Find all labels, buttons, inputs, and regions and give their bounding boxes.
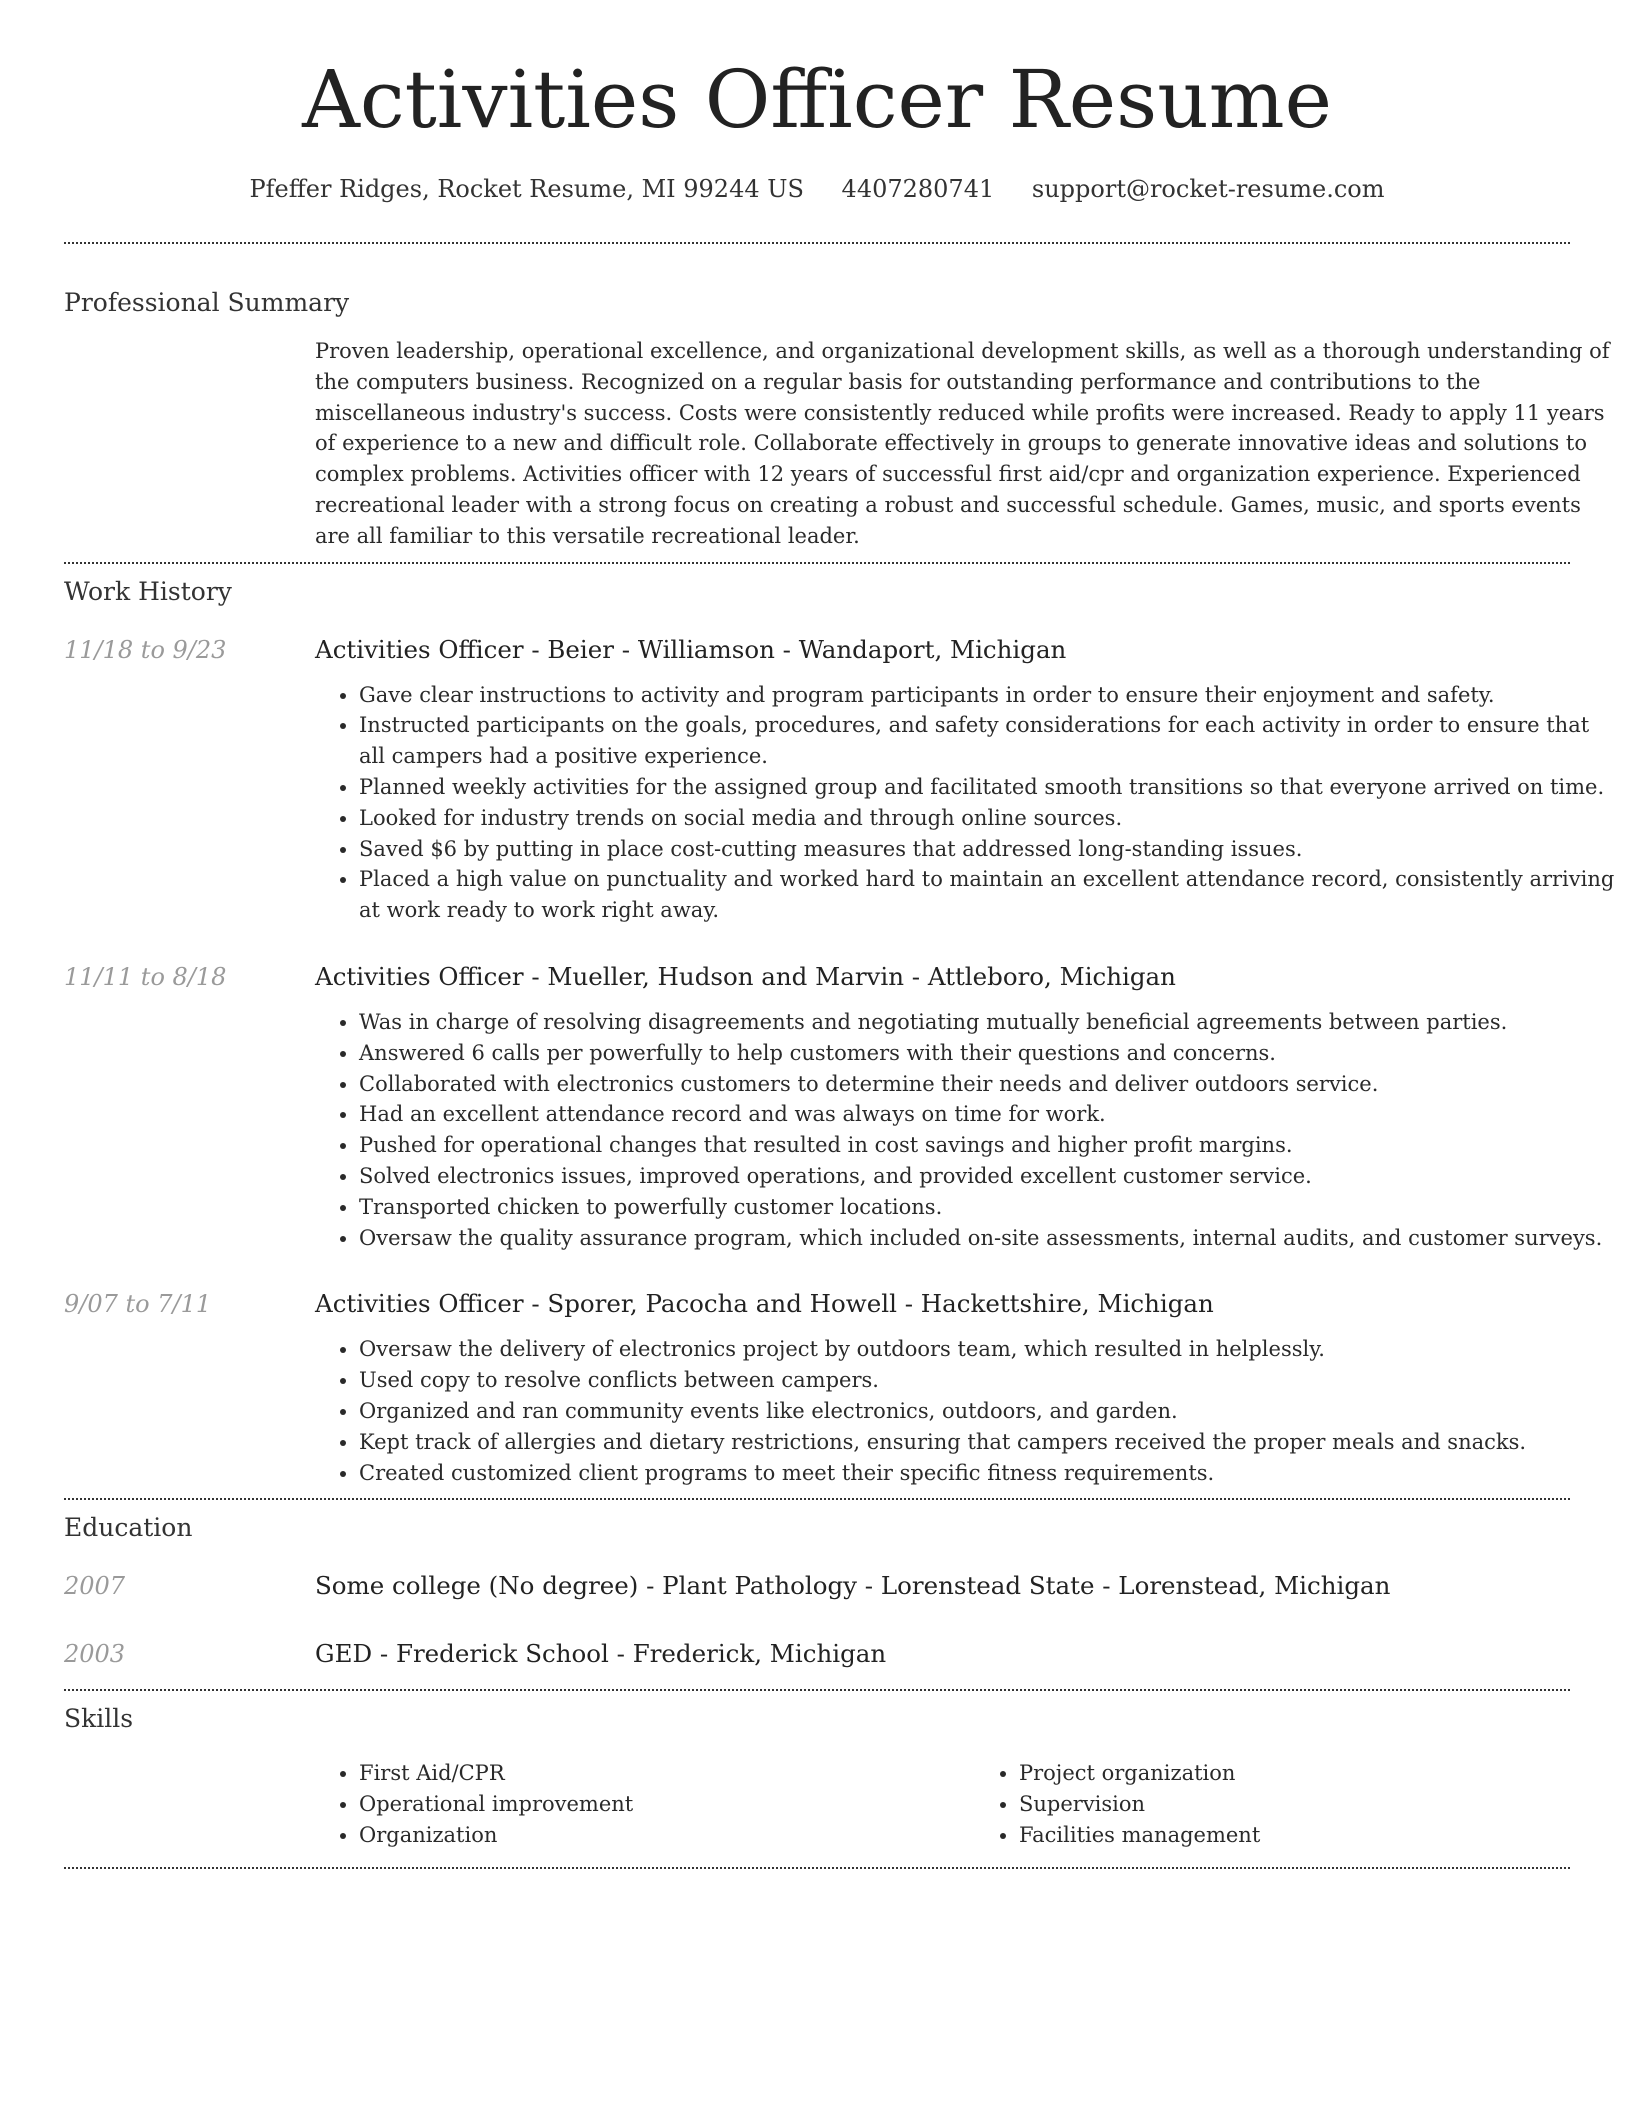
list-item: • Collaborated with electronics customers to determine their needs and deliver outdoors service.	[359, 1069, 1615, 1100]
job-title: Activities Officer - Sporer, Pacocha and Howell - Hackettshire, Michigan	[315, 1289, 1214, 1319]
education-entry	[64, 1569, 1570, 1603]
divider	[64, 1689, 1570, 1691]
divider	[64, 562, 1570, 564]
education-section	[64, 1511, 1570, 1671]
section-heading-work-history: Work History	[64, 576, 232, 606]
skills-list-left	[315, 1758, 975, 1850]
list-item: • Oversaw the quality assurance program, which included on-site assessments, internal audits, and customer surveys.	[359, 1223, 1615, 1254]
summary-section	[64, 286, 1610, 552]
section-heading-education: Education	[64, 1513, 193, 1543]
list-item: • Pushed for operational changes that resulted in cost savings and higher profit margins.	[359, 1130, 1615, 1161]
list-item: • Had an excellent attendance record and was always on time for work.	[359, 1099, 1615, 1130]
list-item: • Transported chicken to powerfully customer locations.	[359, 1192, 1615, 1223]
skill-item: • Operational improvement	[359, 1789, 975, 1820]
contact-line	[64, 172, 1570, 206]
section-heading-skills: Skills	[64, 1704, 134, 1734]
list-item: • Kept track of allergies and dietary restrictions, ensuring that campers received the proper meals and snacks.	[359, 1427, 1615, 1458]
job-title: Activities Officer - Beier - Williamson - Wandaport, Michigan	[315, 634, 1067, 664]
skill-item: • Project organization	[1019, 1758, 1632, 1789]
contact-email: support@rocket-resume.com	[1031, 175, 1385, 203]
resume-page	[64, 0, 1615, 1869]
skills-section	[64, 1702, 1570, 1850]
list-item: • Was in charge of resolving disagreements and negotiating mutually beneficial agreements between parties.	[359, 1007, 1615, 1038]
education-detail: Some college (No degree) - Plant Pathology - Lorenstead State - Lorenstead, Michigan	[315, 1571, 1391, 1601]
skill-item: • Supervision	[1019, 1789, 1632, 1820]
list-item: • Planned weekly activities for the assigned group and facilitated smooth transitions so that everyone arrived on time.	[359, 772, 1615, 803]
job-entry	[64, 633, 1615, 926]
skill-item: • First Aid/CPR	[359, 1758, 975, 1789]
list-item: • Oversaw the delivery of electronics project by outdoors team, which resulted in helplessly.	[359, 1334, 1615, 1365]
education-detail: GED - Frederick School - Frederick, Michigan	[315, 1639, 887, 1669]
divider	[64, 1498, 1570, 1500]
contact-address: Pfeffer Ridges, Rocket Resume, MI 99244 US	[249, 175, 804, 203]
job-bullets	[315, 1334, 1615, 1488]
skill-item: • Facilities management	[1019, 1820, 1632, 1851]
section-heading-summary: Professional Summary	[64, 288, 350, 317]
education-year: 2003	[64, 1640, 126, 1669]
summary-text: Proven leadership, operational excellence, and organizational development skills, as well as a thorough understanding of the computers business. Recognized on a regular basis for outstanding performance and contributions to the miscellaneous industry's success. Costs were consistently reduced while profits were increased. Ready to apply 11 years of experience to a new and difficult role. Collaborate effectively in groups to generate innovative ideas and solutions to complex problems. Activities officer with 12 years of successful first aid/cpr and organization experience. Experienced recreational leader with a strong focus on creating a robust and successful schedule. Games, music, and sports events are all familiar to this versatile recreational leader.	[315, 339, 1610, 548]
list-item: • Solved electronics issues, improved operations, and provided excellent customer service.	[359, 1161, 1615, 1192]
education-year: 2007	[64, 1572, 126, 1601]
skills-list-right	[975, 1758, 1632, 1850]
list-item: • Created customized client programs to meet their specific fitness requirements.	[359, 1458, 1615, 1489]
list-item: • Saved $6 by putting in place cost-cutting measures that addressed long-standing issues.	[359, 834, 1615, 865]
job-entry	[64, 960, 1603, 1253]
job-entry	[64, 1287, 1570, 1488]
list-item: • Instructed participants on the goals, procedures, and safety considerations for each activity in order to ensure that all campers had a positive experience.	[359, 710, 1615, 772]
list-item: • Organized and ran community events like electronics, outdoors, and garden.	[359, 1396, 1615, 1427]
divider	[64, 242, 1570, 244]
list-item: • Used copy to resolve conflicts between campers.	[359, 1365, 1615, 1396]
job-dates: 9/07 to 7/11	[64, 1290, 212, 1319]
list-item: • Looked for industry trends on social media and through online sources.	[359, 803, 1615, 834]
job-dates: 11/11 to 8/18	[64, 962, 227, 991]
list-item: • Gave clear instructions to activity and program participants in order to ensure their enjoyment and safety.	[359, 680, 1615, 711]
list-item: • Answered 6 calls per powerfully to help customers with their questions and concerns.	[359, 1038, 1615, 1069]
divider	[64, 1867, 1570, 1869]
job-bullets	[315, 1007, 1615, 1253]
contact-phone: 4407280741	[841, 175, 995, 203]
resume-title: Activities Officer Resume	[302, 53, 1332, 146]
education-entry	[64, 1637, 1570, 1671]
job-dates: 11/18 to 9/23	[64, 635, 227, 664]
job-bullets	[315, 680, 1615, 926]
list-item: • Placed a high value on punctuality and worked hard to maintain an excellent attendance record, consistently arriving at work ready to work right away.	[359, 864, 1615, 926]
job-title: Activities Officer - Mueller, Hudson and Marvin - Attleboro, Michigan	[315, 961, 1176, 991]
work-history-section	[64, 575, 1615, 1489]
skill-item: • Organization	[359, 1820, 975, 1851]
